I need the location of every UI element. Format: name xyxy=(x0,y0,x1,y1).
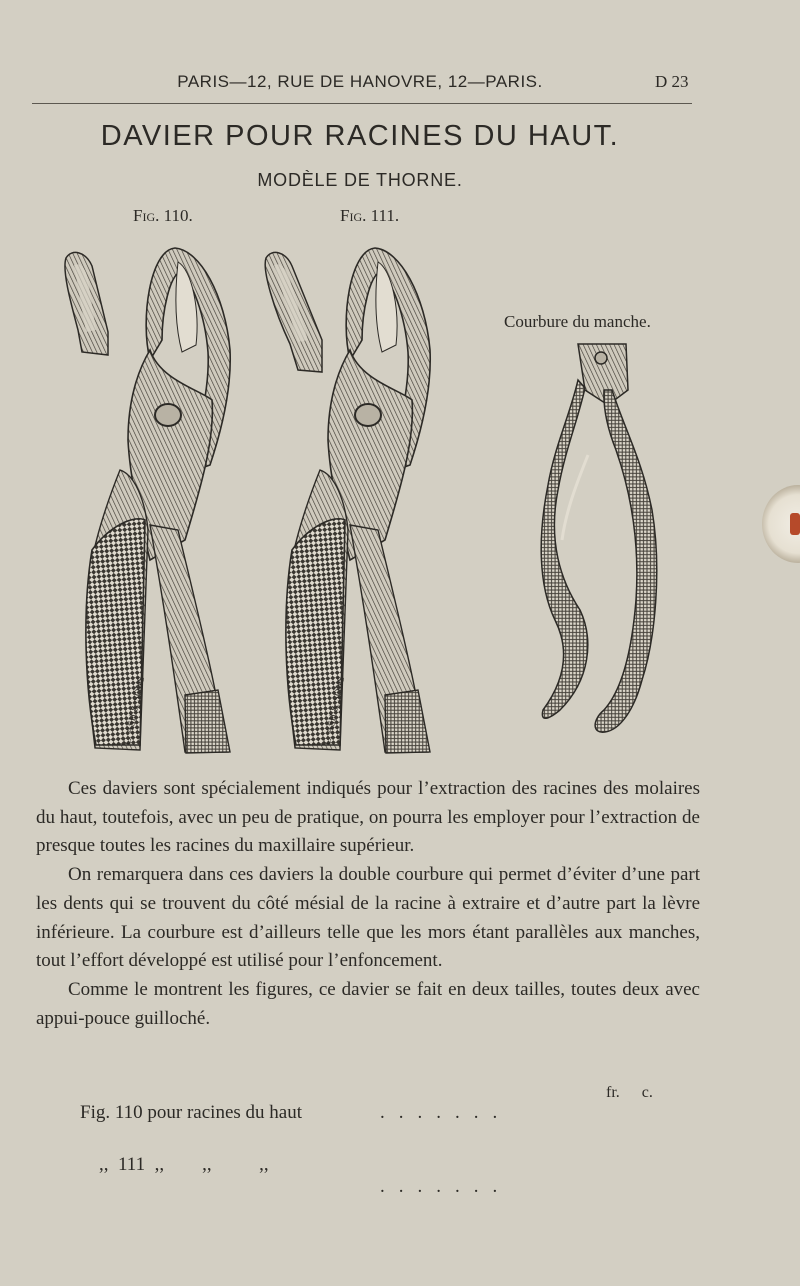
fig-110-forceps xyxy=(65,248,230,753)
edge-sticker xyxy=(762,485,800,563)
fig-111-engraving: C. ASH & SONS xyxy=(322,675,348,746)
handle-curvature-figure xyxy=(541,344,657,732)
price-row xyxy=(80,1132,600,1220)
sticker-mark xyxy=(790,513,800,535)
curvature-caption: Courbure du manche. xyxy=(504,312,651,331)
price-row-leader: ....... xyxy=(380,1176,512,1197)
running-head: PARIS—12, RUE DE HANOVRE, 12—PARIS. xyxy=(177,72,543,91)
fig-110-engraving: C. ASH & SONS xyxy=(122,675,148,746)
price-row-label: ,, 111 ,, ,, ,, xyxy=(99,1154,269,1175)
fig-111-forceps xyxy=(265,248,430,753)
fig-110-label: Fig. 110. xyxy=(133,206,193,225)
fig-111-label: Fig. 111. xyxy=(340,206,400,225)
price-row-label: Fig. 110 pour racines du haut xyxy=(80,1102,302,1123)
description xyxy=(36,775,700,1033)
page-subtitle: MODÈLE DE THORNE. xyxy=(257,170,463,190)
paragraph-1: Ces daviers sont spécialement indiqués pour l’extraction des racines des molaires du haut, toutefois, avec un peu de pratique, on pourra les employer pour l’extraction de presque toutes les racines du maxillaire supérieur. xyxy=(36,778,700,857)
header-rule xyxy=(32,103,692,104)
page-title: DAVIER POUR RACINES DU HAUT. xyxy=(100,120,620,152)
forceps-illustrations xyxy=(0,240,700,770)
page-number: D 23 xyxy=(655,72,689,91)
price-row xyxy=(80,1102,600,1124)
paragraph-2: On remarquera dans ces daviers la double courbure qui permet d’éviter d’une part les dents qui se trouvent du côté mésial de la racine à extraire et d’autre part la lèvre inférieure. La courbure est d’ailleurs telle que les mors étant parallèles aux manches, tout l’effort développé est utilisé pour l’enfoncement. xyxy=(36,864,700,972)
price-row-leader: ....... xyxy=(380,1102,512,1123)
price-column-heads: fr. c. xyxy=(606,1084,653,1101)
paragraph-3: Comme le montrent les figures, ce davier se fait en deux tailles, toutes deux avec appui-pouce guilloché. xyxy=(36,978,700,1029)
